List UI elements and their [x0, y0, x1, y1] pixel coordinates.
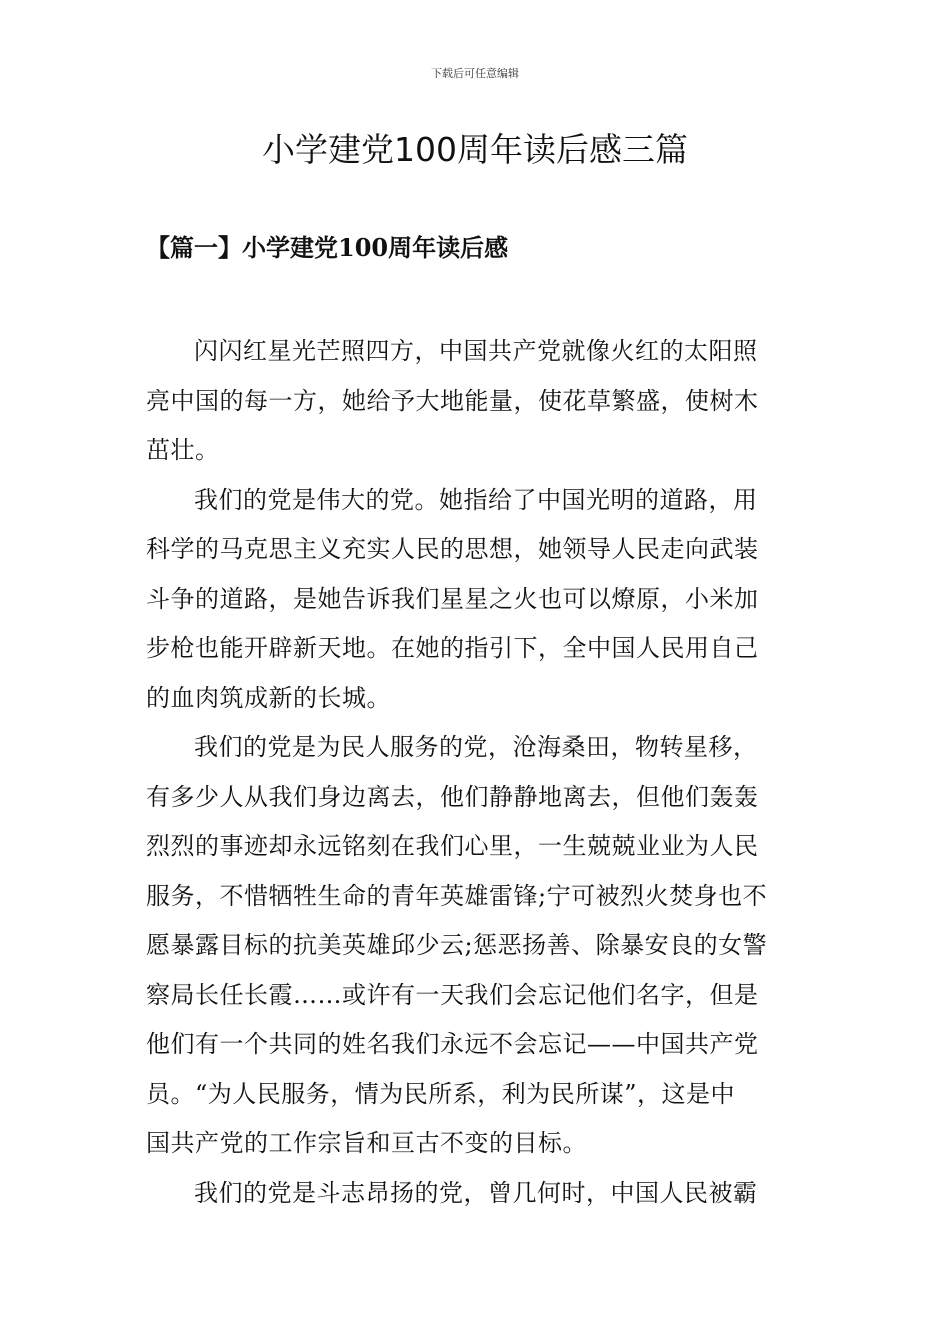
page-header	[0, 66, 950, 82]
header-note: 下载后可任意编辑	[431, 67, 519, 80]
text-line: 的血肉筑成新的长城。	[146, 683, 391, 712]
document-title: 小学建党100周年读后感三篇	[262, 130, 688, 169]
paragraph-4	[146, 1169, 806, 1219]
text-line: 闪闪红星光芒照四方，中国共产党就像火红的太阳照	[194, 337, 758, 365]
paragraph-2	[146, 476, 806, 724]
document-body	[146, 327, 806, 1218]
text-line: 愿暴露目标的抗美英雄邱少云;惩恶扬善、除暴安良的女警	[146, 931, 768, 959]
text-line: 察局长任长霞……或许有一天我们会忘记他们名字，但是	[146, 980, 759, 1009]
text-line: 我们的党是为民人服务的党，沧海桑田，物转星移，	[194, 733, 758, 761]
text-line: 科学的马克思主义充实人民的思想，她领导人民走向武装	[146, 535, 759, 563]
section-heading: 【篇一】小学建党100周年读后感	[146, 233, 509, 262]
text-line: 斗争的道路，是她告诉我们星星之火也可以燎原，小米加	[146, 584, 759, 613]
text-line: 他们有一个共同的姓名我们永远不会忘记——中国共产党	[146, 1030, 759, 1058]
text-line: 服务，不惜牺牲生命的青年英雄雷锋;宁可被烈火焚身也不	[146, 881, 768, 910]
text-line: 有多少人从我们身边离去，他们静静地离去，但他们轰轰	[146, 782, 759, 811]
text-line: 员。“为人民服务，情为民所系，利为民所谋”，这是中	[146, 1079, 736, 1108]
text-line: 茁壮。	[146, 436, 220, 464]
text-line: 我们的党是伟大的党。她指给了中国光明的道路，用	[194, 485, 758, 514]
text-line: 我们的党是斗志昂扬的党，曾几何时，中国人民被霸	[194, 1178, 758, 1207]
paragraph-1	[146, 327, 806, 476]
text-line: 烈烈的事迹却永远铭刻在我们心里，一生兢兢业业为人民	[146, 832, 759, 860]
text-line: 亮中国的每一方，她给予大地能量，使花草繁盛，使树木	[146, 386, 759, 415]
paragraph-3	[146, 723, 806, 1169]
text-line: 国共产党的工作宗旨和亘古不变的目标。	[146, 1129, 587, 1157]
text-line: 步枪也能开辟新天地。在她的指引下，全中国人民用自己	[146, 634, 759, 662]
